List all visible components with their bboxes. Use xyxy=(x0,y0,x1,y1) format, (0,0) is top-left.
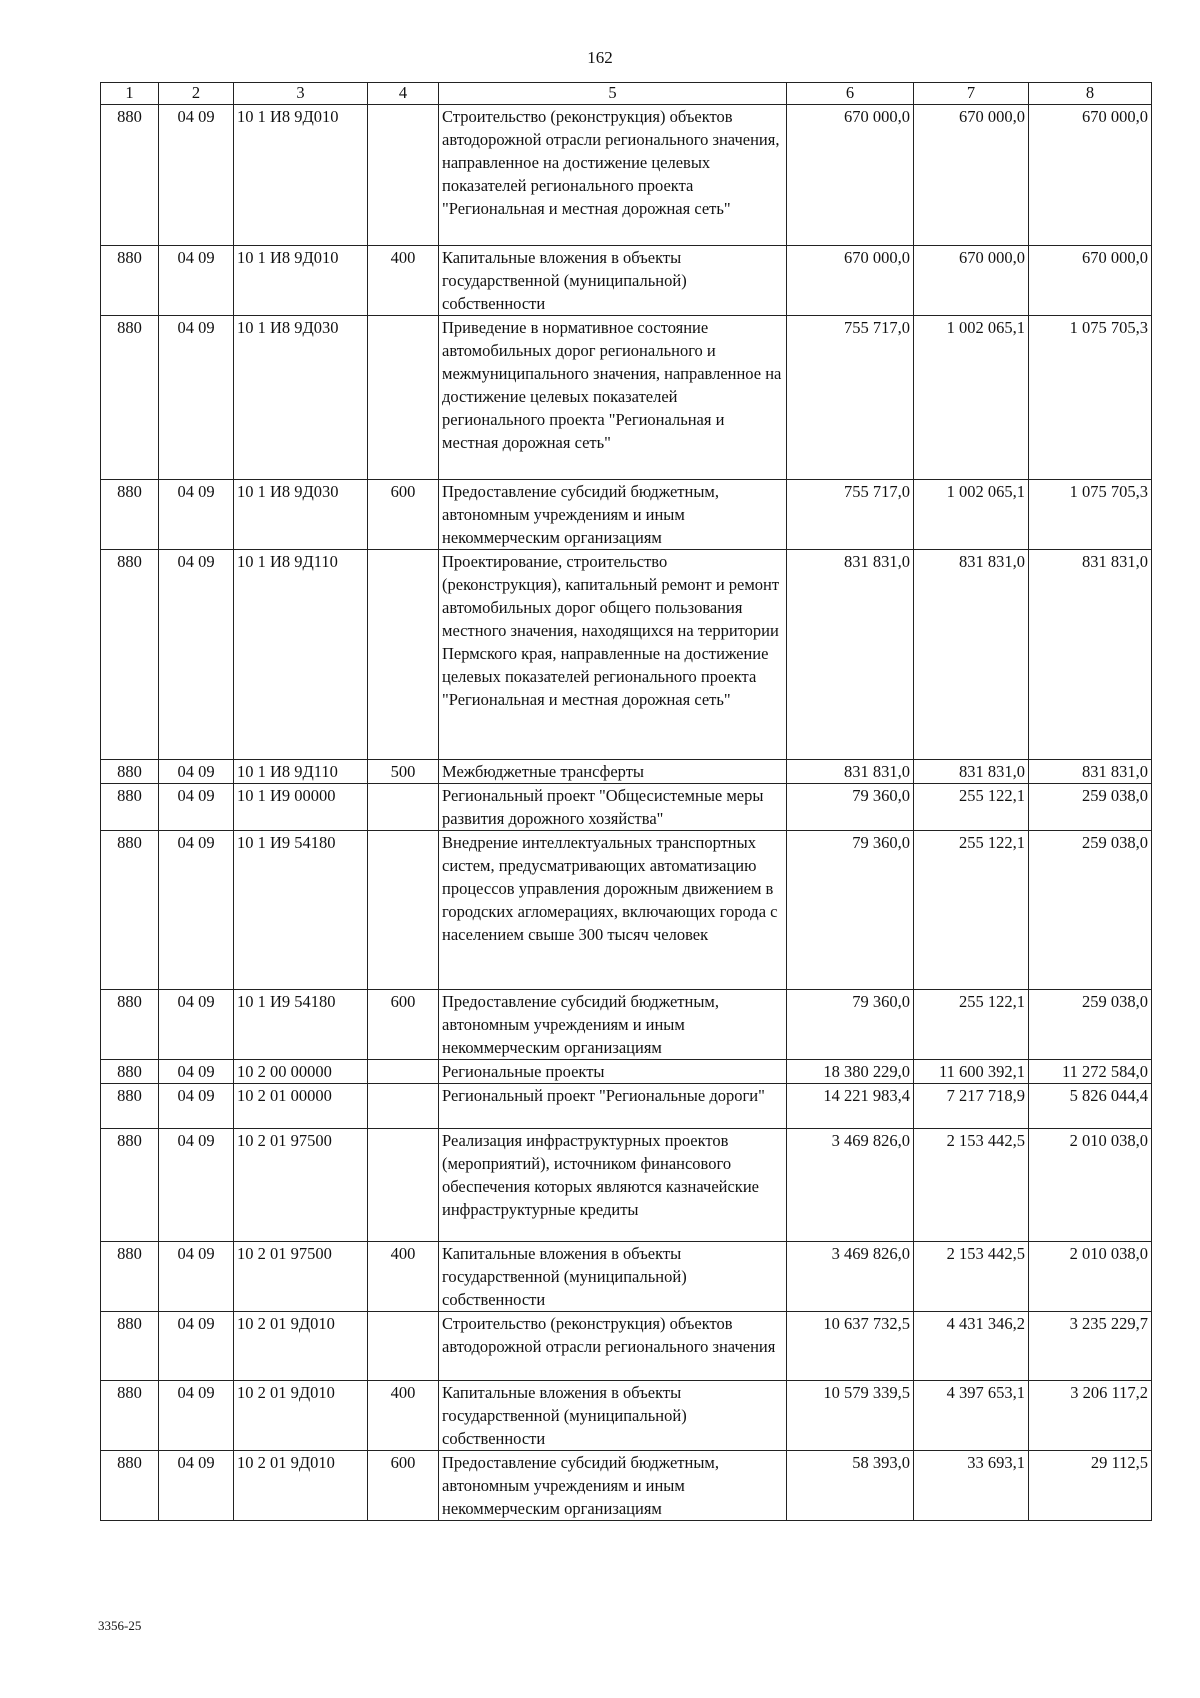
cell-section-code: 04 09 xyxy=(159,1129,234,1242)
cell-amount-year-1: 3 469 826,0 xyxy=(787,1242,914,1312)
cell-amount-year-1: 18 380 229,0 xyxy=(787,1060,914,1084)
cell-section-code: 04 09 xyxy=(159,1060,234,1084)
column-header-3: 3 xyxy=(234,83,368,105)
cell-target-article: 10 1 И9 00000 xyxy=(234,784,368,831)
cell-expense-type: 500 xyxy=(368,760,439,784)
column-header-4: 4 xyxy=(368,83,439,105)
cell-amount-year-1: 755 717,0 xyxy=(787,316,914,480)
cell-amount-year-1: 79 360,0 xyxy=(787,784,914,831)
cell-expense-type xyxy=(368,784,439,831)
column-header-7: 7 xyxy=(914,83,1029,105)
cell-expense-type xyxy=(368,550,439,760)
cell-section-code: 04 09 xyxy=(159,550,234,760)
cell-admin-code: 880 xyxy=(101,760,159,784)
cell-admin-code: 880 xyxy=(101,550,159,760)
cell-expense-type: 400 xyxy=(368,1381,439,1451)
cell-expense-type xyxy=(368,831,439,990)
cell-amount-year-3: 29 112,5 xyxy=(1029,1451,1152,1521)
document-code: 3356-25 xyxy=(98,1618,142,1633)
cell-expense-type xyxy=(368,1060,439,1084)
cell-amount-year-2: 255 122,1 xyxy=(914,784,1029,831)
column-header-6: 6 xyxy=(787,83,914,105)
cell-section-code: 04 09 xyxy=(159,990,234,1060)
cell-admin-code: 880 xyxy=(101,1129,159,1242)
cell-amount-year-3: 1 075 705,3 xyxy=(1029,480,1152,550)
table-row xyxy=(101,1129,1152,1242)
cell-amount-year-1: 670 000,0 xyxy=(787,105,914,246)
cell-expense-type: 400 xyxy=(368,246,439,316)
cell-target-article: 10 1 И8 9Д010 xyxy=(234,246,368,316)
cell-amount-year-1: 14 221 983,4 xyxy=(787,1084,914,1129)
cell-amount-year-1: 79 360,0 xyxy=(787,831,914,990)
cell-description: Региональный проект "Общесистемные меры развития дорожного хозяйства" xyxy=(439,784,787,831)
cell-section-code: 04 09 xyxy=(159,105,234,246)
cell-section-code: 04 09 xyxy=(159,316,234,480)
cell-amount-year-3: 5 826 044,4 xyxy=(1029,1084,1152,1129)
table-row xyxy=(101,105,1152,246)
cell-target-article: 10 1 И9 54180 xyxy=(234,831,368,990)
cell-amount-year-3: 2 010 038,0 xyxy=(1029,1129,1152,1242)
cell-target-article: 10 1 И8 9Д110 xyxy=(234,550,368,760)
table-row xyxy=(101,784,1152,831)
cell-target-article: 10 1 И8 9Д030 xyxy=(234,316,368,480)
cell-admin-code: 880 xyxy=(101,480,159,550)
cell-description: Реализация инфраструктурных проектов (мероприятий), источником финансового обеспечения которых являются казначейские инфраструктурные кредиты xyxy=(439,1129,787,1242)
cell-section-code: 04 09 xyxy=(159,1381,234,1451)
cell-expense-type xyxy=(368,1129,439,1242)
cell-expense-type: 600 xyxy=(368,1451,439,1521)
cell-section-code: 04 09 xyxy=(159,1451,234,1521)
cell-expense-type xyxy=(368,316,439,480)
cell-amount-year-3: 3 235 229,7 xyxy=(1029,1312,1152,1381)
table-row xyxy=(101,990,1152,1060)
column-header-1: 1 xyxy=(101,83,159,105)
cell-description: Проектирование, строительство (реконструкция), капитальный ремонт и ремонт автомобильных дорог общего пользования местного значения, находящихся на территории Пермского края, направленные на достижение целевых показателей регионального проекта "Региональная и местная дорожная сеть" xyxy=(439,550,787,760)
cell-target-article: 10 2 01 9Д010 xyxy=(234,1381,368,1451)
cell-section-code: 04 09 xyxy=(159,784,234,831)
cell-admin-code: 880 xyxy=(101,105,159,246)
cell-amount-year-3: 259 038,0 xyxy=(1029,990,1152,1060)
table-row xyxy=(101,1084,1152,1129)
cell-expense-type xyxy=(368,1312,439,1381)
table-row xyxy=(101,831,1152,990)
cell-amount-year-3: 2 010 038,0 xyxy=(1029,1242,1152,1312)
column-header-5: 5 xyxy=(439,83,787,105)
cell-amount-year-1: 831 831,0 xyxy=(787,760,914,784)
cell-description: Строительство (реконструкция) объектов автодорожной отрасли регионального значения, направленное на достижение целевых показателей регионального проекта "Региональная и местная дорожная сеть" xyxy=(439,105,787,246)
cell-description: Строительство (реконструкция) объектов автодорожной отрасли регионального значения xyxy=(439,1312,787,1381)
cell-target-article: 10 2 01 97500 xyxy=(234,1242,368,1312)
cell-admin-code: 880 xyxy=(101,1060,159,1084)
cell-amount-year-2: 670 000,0 xyxy=(914,246,1029,316)
cell-expense-type xyxy=(368,105,439,246)
budget-table xyxy=(100,82,1152,1521)
cell-description: Предоставление субсидий бюджетным, автономным учреждениям и иным некоммерческим организациям xyxy=(439,480,787,550)
cell-admin-code: 880 xyxy=(101,990,159,1060)
cell-amount-year-2: 4 431 346,2 xyxy=(914,1312,1029,1381)
cell-description: Предоставление субсидий бюджетным, автономным учреждениям и иным некоммерческим организациям xyxy=(439,1451,787,1521)
header-row xyxy=(101,83,1152,105)
cell-amount-year-2: 831 831,0 xyxy=(914,550,1029,760)
cell-expense-type: 600 xyxy=(368,990,439,1060)
table-row xyxy=(101,480,1152,550)
cell-amount-year-1: 755 717,0 xyxy=(787,480,914,550)
table-row xyxy=(101,316,1152,480)
table-row xyxy=(101,1242,1152,1312)
cell-target-article: 10 1 И8 9Д010 xyxy=(234,105,368,246)
cell-admin-code: 880 xyxy=(101,784,159,831)
cell-description: Приведение в нормативное состояние автомобильных дорог регионального и межмуниципального значения, направленное на достижение целевых показателей регионального проекта "Региональная и местная дорожная сеть" xyxy=(439,316,787,480)
cell-target-article: 10 1 И9 54180 xyxy=(234,990,368,1060)
cell-section-code: 04 09 xyxy=(159,831,234,990)
cell-target-article: 10 1 И8 9Д030 xyxy=(234,480,368,550)
cell-admin-code: 880 xyxy=(101,1451,159,1521)
table-row xyxy=(101,1060,1152,1084)
cell-amount-year-3: 1 075 705,3 xyxy=(1029,316,1152,480)
cell-amount-year-2: 2 153 442,5 xyxy=(914,1129,1029,1242)
cell-amount-year-3: 11 272 584,0 xyxy=(1029,1060,1152,1084)
cell-amount-year-2: 7 217 718,9 xyxy=(914,1084,1029,1129)
cell-amount-year-3: 670 000,0 xyxy=(1029,246,1152,316)
cell-admin-code: 880 xyxy=(101,1312,159,1381)
table-row xyxy=(101,1451,1152,1521)
cell-target-article: 10 2 01 00000 xyxy=(234,1084,368,1129)
cell-section-code: 04 09 xyxy=(159,246,234,316)
cell-amount-year-1: 670 000,0 xyxy=(787,246,914,316)
cell-target-article: 10 2 01 97500 xyxy=(234,1129,368,1242)
cell-amount-year-2: 2 153 442,5 xyxy=(914,1242,1029,1312)
cell-description: Межбюджетные трансферты xyxy=(439,760,787,784)
cell-amount-year-2: 11 600 392,1 xyxy=(914,1060,1029,1084)
cell-amount-year-3: 831 831,0 xyxy=(1029,760,1152,784)
cell-expense-type xyxy=(368,1084,439,1129)
cell-amount-year-2: 33 693,1 xyxy=(914,1451,1029,1521)
cell-section-code: 04 09 xyxy=(159,760,234,784)
table-row xyxy=(101,1381,1152,1451)
cell-section-code: 04 09 xyxy=(159,1312,234,1381)
cell-expense-type: 400 xyxy=(368,1242,439,1312)
cell-section-code: 04 09 xyxy=(159,1084,234,1129)
cell-target-article: 10 1 И8 9Д110 xyxy=(234,760,368,784)
cell-admin-code: 880 xyxy=(101,1242,159,1312)
cell-target-article: 10 2 00 00000 xyxy=(234,1060,368,1084)
cell-amount-year-1: 3 469 826,0 xyxy=(787,1129,914,1242)
cell-amount-year-2: 255 122,1 xyxy=(914,831,1029,990)
cell-description: Внедрение интеллектуальных транспортных систем, предусматривающих автоматизацию процессов управления дорожным движением в городских агломерациях, включающих города с населением свыше 300 тысяч человек xyxy=(439,831,787,990)
cell-amount-year-1: 10 579 339,5 xyxy=(787,1381,914,1451)
cell-description: Региональный проект "Региональные дороги" xyxy=(439,1084,787,1129)
cell-amount-year-2: 831 831,0 xyxy=(914,760,1029,784)
cell-amount-year-1: 10 637 732,5 xyxy=(787,1312,914,1381)
table-row xyxy=(101,246,1152,316)
cell-amount-year-3: 3 206 117,2 xyxy=(1029,1381,1152,1451)
cell-description: Региональные проекты xyxy=(439,1060,787,1084)
column-header-2: 2 xyxy=(159,83,234,105)
cell-admin-code: 880 xyxy=(101,1084,159,1129)
cell-amount-year-2: 670 000,0 xyxy=(914,105,1029,246)
cell-amount-year-1: 58 393,0 xyxy=(787,1451,914,1521)
page-number: 162 xyxy=(587,48,613,67)
cell-amount-year-3: 259 038,0 xyxy=(1029,831,1152,990)
cell-amount-year-1: 79 360,0 xyxy=(787,990,914,1060)
column-header-8: 8 xyxy=(1029,83,1152,105)
cell-amount-year-2: 255 122,1 xyxy=(914,990,1029,1060)
cell-expense-type: 600 xyxy=(368,480,439,550)
cell-admin-code: 880 xyxy=(101,316,159,480)
cell-amount-year-2: 1 002 065,1 xyxy=(914,316,1029,480)
table-row xyxy=(101,1312,1152,1381)
cell-amount-year-3: 259 038,0 xyxy=(1029,784,1152,831)
cell-amount-year-2: 4 397 653,1 xyxy=(914,1381,1029,1451)
cell-amount-year-1: 831 831,0 xyxy=(787,550,914,760)
cell-amount-year-2: 1 002 065,1 xyxy=(914,480,1029,550)
cell-description: Предоставление субсидий бюджетным, автономным учреждениям и иным некоммерческим организациям xyxy=(439,990,787,1060)
cell-admin-code: 880 xyxy=(101,1381,159,1451)
cell-admin-code: 880 xyxy=(101,246,159,316)
cell-admin-code: 880 xyxy=(101,831,159,990)
cell-section-code: 04 09 xyxy=(159,480,234,550)
cell-target-article: 10 2 01 9Д010 xyxy=(234,1451,368,1521)
table-body xyxy=(101,105,1152,1521)
cell-description: Капитальные вложения в объекты государственной (муниципальной) собственности xyxy=(439,246,787,316)
table-row xyxy=(101,550,1152,760)
cell-section-code: 04 09 xyxy=(159,1242,234,1312)
cell-description: Капитальные вложения в объекты государственной (муниципальной) собственности xyxy=(439,1381,787,1451)
cell-description: Капитальные вложения в объекты государственной (муниципальной) собственности xyxy=(439,1242,787,1312)
table-row xyxy=(101,760,1152,784)
cell-amount-year-3: 831 831,0 xyxy=(1029,550,1152,760)
cell-target-article: 10 2 01 9Д010 xyxy=(234,1312,368,1381)
cell-amount-year-3: 670 000,0 xyxy=(1029,105,1152,246)
